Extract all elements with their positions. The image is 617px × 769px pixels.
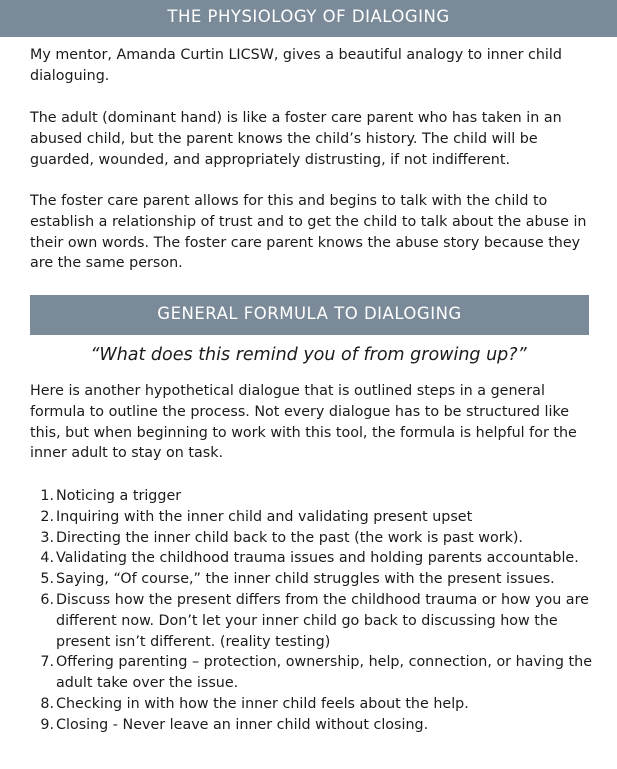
list-item-number: 6. (40, 591, 54, 608)
general-formula-section-banner (30, 295, 589, 335)
list-item-number: 5. (40, 571, 54, 588)
formula-steps-list (30, 486, 595, 736)
reflection-quote: “What does this remind you of from growing up?” (90, 345, 527, 365)
list-item-text: Noticing a trigger (56, 488, 182, 504)
general-formula-section-title: GENERAL FORMULA TO DIALOGING (157, 304, 462, 323)
list-item (30, 715, 595, 736)
list-item-text: Checking in with how the inner child feels about the help. (56, 695, 469, 712)
list-item (30, 652, 595, 694)
list-item-text: Inquiring with the inner child and validating present upset (56, 508, 473, 525)
mentor-analogy-paragraph: My mentor, Amanda Curtin LICSW, gives a beautiful analogy to inner child dialoguing. (30, 47, 562, 84)
physiology-section-title: THE PHYSIOLOGY OF DIALOGING (167, 7, 450, 26)
relationship-trust-paragraph: The foster care parent allows for this and begins to talk with the child to establish a relationship of trust and to get the child to talk about the abuse in their own words. The foster care parent knows the abuse story because they are the same person. (30, 193, 587, 272)
list-item-number: 3. (40, 529, 54, 546)
list-item-number: 8. (40, 695, 54, 712)
list-item-text: Discuss how the present differs from the childhood trauma or how you are different now. Don’t let your inner child go back to discussing how the present isn’t different. (reality testing) (56, 591, 589, 650)
list-item-text: Saying, “Of course,” the inner child struggles with the present issues. (56, 571, 555, 588)
list-item-number: 2. (40, 508, 54, 525)
list-item-number: 9. (40, 716, 54, 733)
list-item (30, 528, 595, 549)
list-item-text: Directing the inner child back to the past (the work is past work). (56, 529, 523, 546)
list-item-number: 7. (40, 654, 54, 671)
list-item (30, 486, 595, 507)
list-item-number: 1. (40, 488, 54, 504)
hypothetical-dialogue-paragraph: Here is another hypothetical dialogue that is outlined steps in a general formula to outline the process. Not every dialogue has to be structured like this, but when beginning to work with this tool, the formula is helpful for the inner adult to stay on task. (30, 383, 577, 462)
list-item-number: 4. (40, 550, 54, 567)
foster-parent-paragraph: The adult (dominant hand) is like a foster care parent who has taken in an abused child, but the parent knows the child’s history. The child will be guarded, wounded, and appropriately distrusting, if not indifferent. (30, 110, 562, 168)
list-item (30, 569, 595, 590)
list-item (30, 590, 595, 652)
list-item-text: Validating the childhood trauma issues and holding parents accountable. (56, 550, 579, 567)
list-item (30, 694, 595, 715)
list-item-text: Offering parenting – protection, ownership, help, connection, or having the adult take over the issue. (56, 654, 593, 692)
physiology-section-banner (0, 0, 617, 37)
list-item (30, 548, 595, 569)
list-item (30, 507, 595, 528)
list-item-text: Closing - Never leave an inner child without closing. (56, 716, 429, 733)
